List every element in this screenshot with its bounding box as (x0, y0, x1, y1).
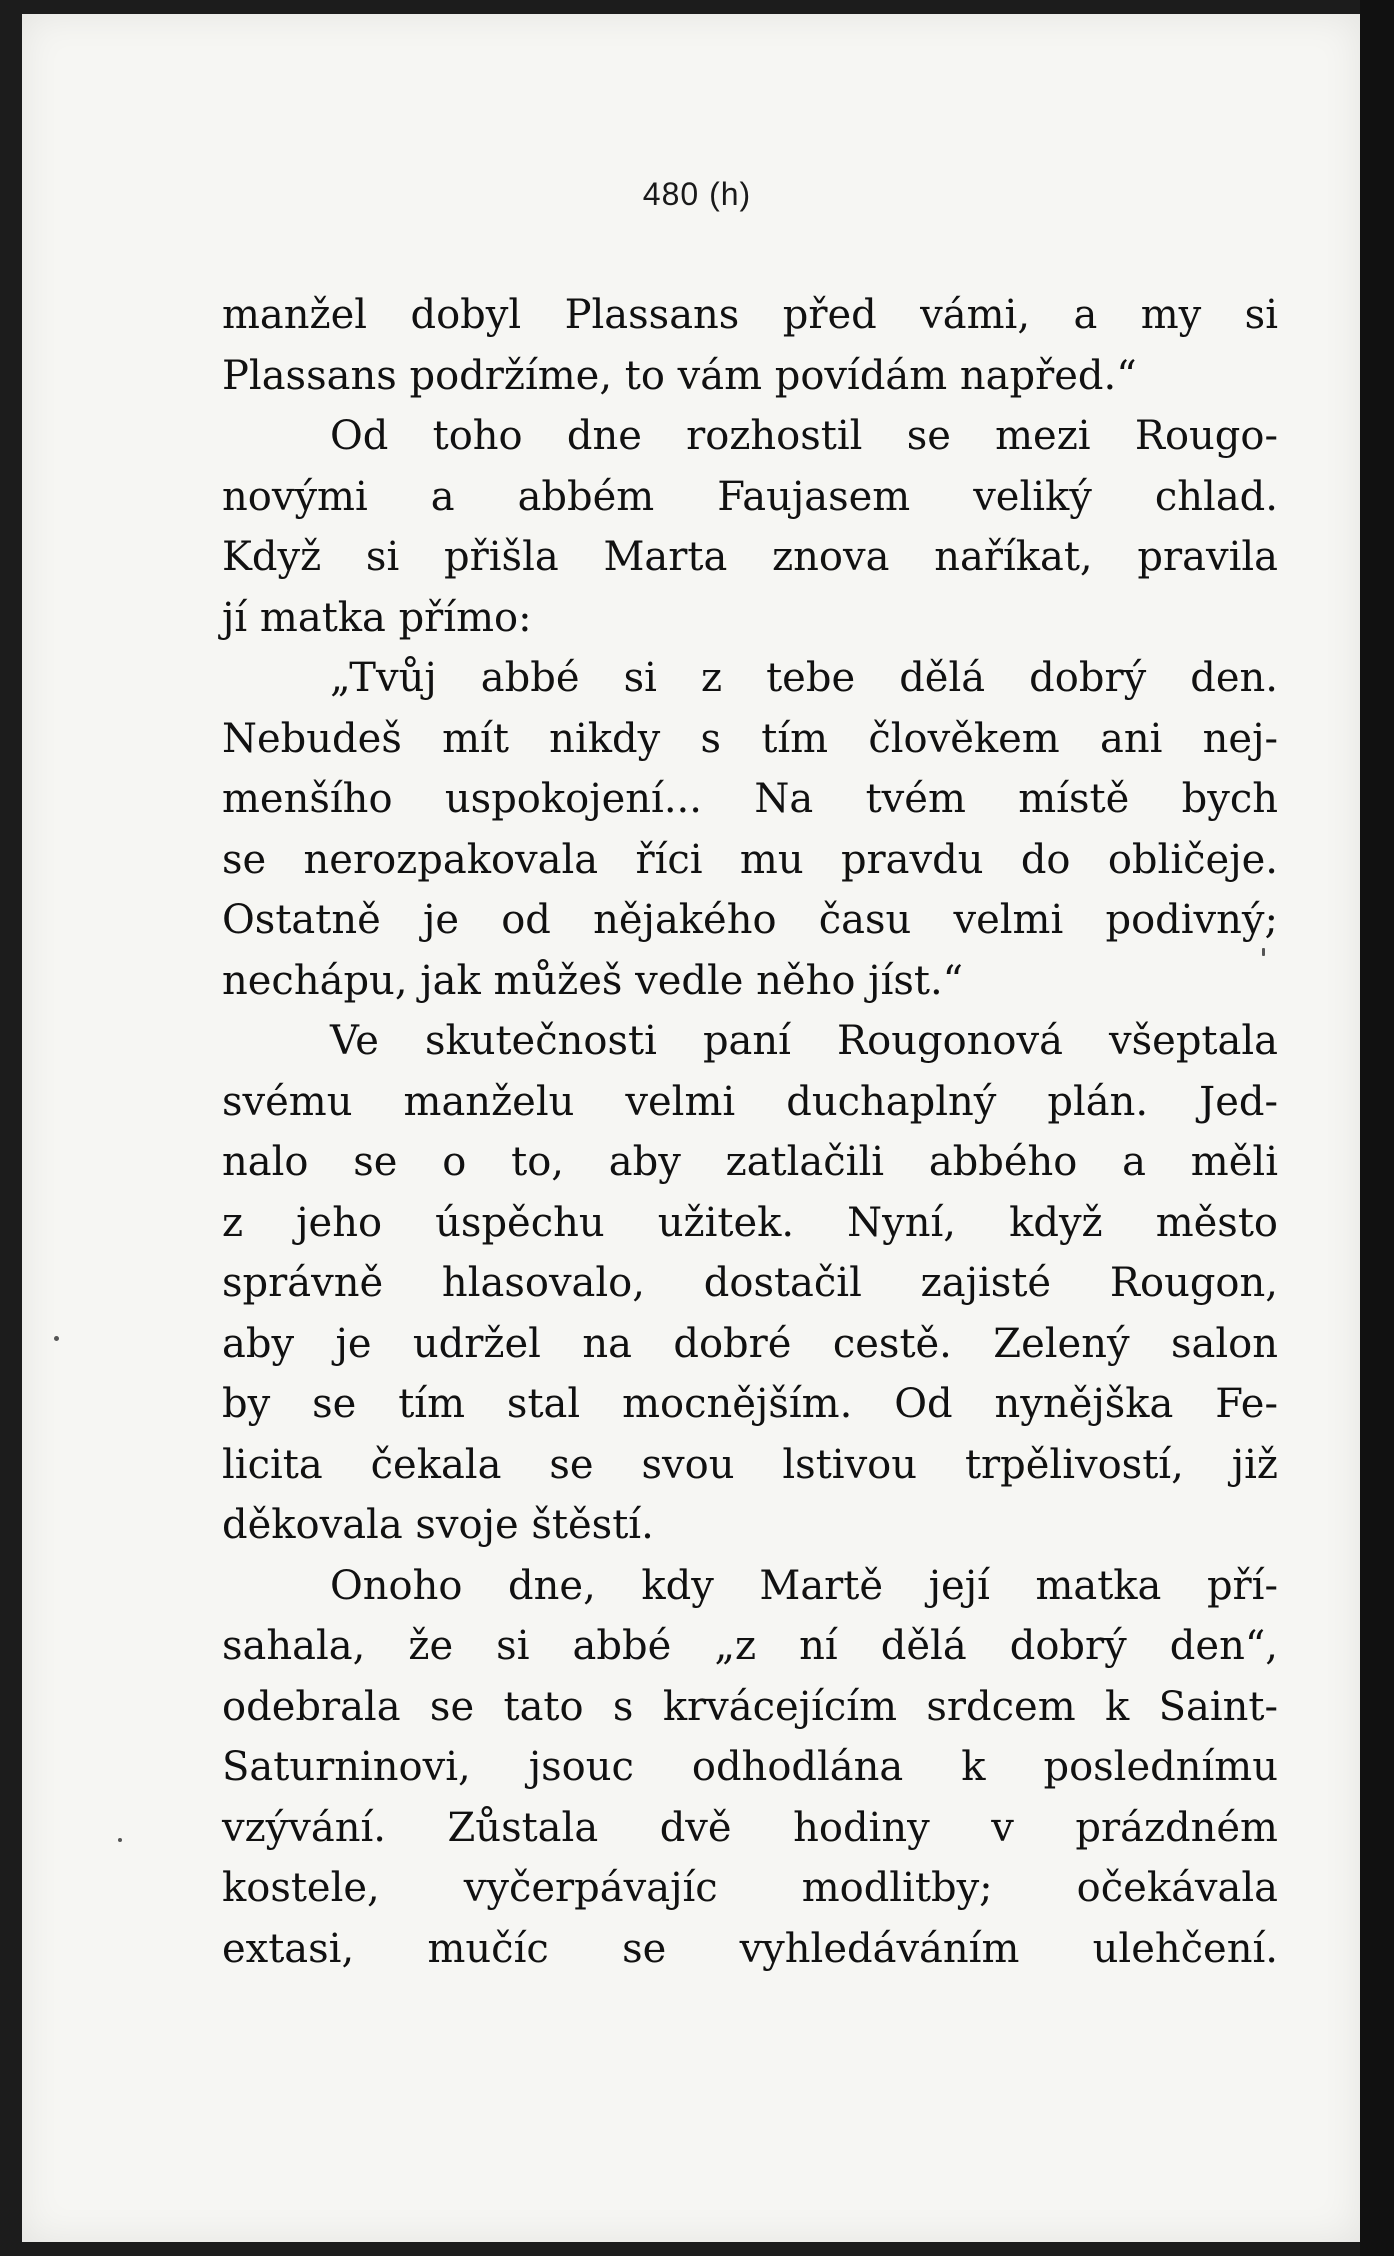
text-line: by se tím stal mocnějším. Od nynějška Fe- (222, 1381, 1278, 1427)
text-line: aby je udržel na dobré cestě. Zelený salon (222, 1320, 1278, 1367)
body-text (222, 285, 1278, 1979)
text-line: správně hlasovalo, dostačil zajisté Rougon, (222, 1260, 1278, 1306)
scan-speck (54, 1336, 59, 1341)
text-line: se nerozpakovala říci mu pravdu do obličeje. (222, 836, 1278, 883)
text-line: sahala, že si abbé „z ní dělá dobrý den“, (222, 1623, 1278, 1669)
text-line: nechápu, jak můžeš vedle něho jíst.“ (222, 957, 964, 1004)
text-line: extasi, mučíc se vyhledáváním ulehčení. (222, 1925, 1278, 1972)
page-edge-shadow (1360, 0, 1394, 2256)
text-line: Nebudeš mít nikdy s tím člověkem ani nej- (222, 715, 1278, 762)
text-line: Saturninovi, jsouc odhodlána k poslednímu (222, 1744, 1278, 1790)
page-number: 480 (h) (642, 176, 752, 212)
text-line: Ve skutečnosti paní Rougonová všeptala (330, 1018, 1278, 1064)
text-line: Když si přišla Marta znova naříkat, pravila (222, 534, 1278, 580)
text-line: „Tvůj abbé si z tebe dělá dobrý den. (330, 655, 1278, 701)
text-line: Od toho dne rozhostil se mezi Rougo- (330, 413, 1278, 459)
text-line: Onoho dne, kdy Martě její matka pří- (330, 1562, 1278, 1609)
text-line: z jeho úspěchu užitek. Nyní, když město (222, 1199, 1278, 1246)
text-line: vzývání. Zůstala dvě hodiny v prázdném (222, 1804, 1278, 1851)
text-line: svému manželu velmi duchaplný plán. Jed- (222, 1078, 1278, 1125)
scan-speck (118, 1838, 122, 1842)
text-line: Ostatně je od nějakého času velmi podivný; (222, 897, 1278, 943)
text-line: kostele, vyčerpávajíc modlitby; očekávala (222, 1865, 1278, 1911)
text-line: licita čekala se svou lstivou trpělivostí, již (222, 1441, 1278, 1488)
text-line: manžel dobyl Plassans před vámi, a my si (222, 292, 1278, 338)
text-line: Plassans podržíme, to vám povídám napřed.“ (222, 352, 1137, 399)
text-line: nalo se o to, aby zatlačili abbého a měli (222, 1139, 1278, 1185)
text-line: jí matka přímo: (222, 594, 532, 641)
text-line: odebrala se tato s krvácejícím srdcem k Saint- (222, 1683, 1278, 1730)
text-line: menšího uspokojení... Na tvém místě bych (222, 776, 1278, 822)
text-line: děkovala svoje štěstí. (222, 1502, 654, 1548)
text-line: novými a abbém Faujasem veliký chlad. (222, 473, 1278, 520)
